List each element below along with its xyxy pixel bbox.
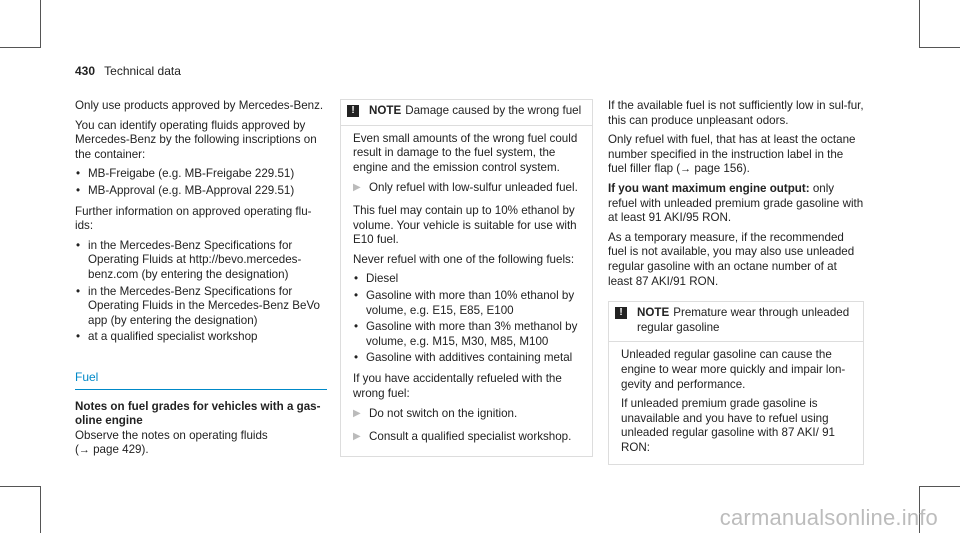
list-item: • in the Mercedes-Benz Specifications for Operating Fluids in the Mercedes-Benz BeVo app (by entering the designation): [75, 285, 327, 329]
crop-mark: [0, 47, 41, 48]
note-header: [341, 100, 592, 126]
page-reference-link[interactable]: page 156).: [694, 162, 750, 176]
paragraph: Even small amounts of the wrong fuel could result in damage to the fuel system, the engine and the emission control system.: [353, 131, 578, 174]
note-title: Premature wear through unleaded regular gasoline: [637, 306, 850, 334]
note-body: [609, 342, 863, 464]
note-box-wrong-fuel: [340, 99, 593, 457]
paragraph: If the available fuel is not sufficiently low in sul-fur, this can produce unpleasant odors.: [608, 99, 864, 127]
note-label: NOTE: [637, 306, 670, 320]
inscription-list: [75, 167, 327, 198]
step: [353, 430, 582, 445]
arrow-icon: →: [680, 163, 692, 176]
list-item: • MB-Approval (e.g. MB-Approval 229.51): [75, 184, 327, 199]
step: [353, 181, 582, 196]
section-title: Technical data: [104, 64, 181, 78]
note-label: NOTE: [369, 104, 402, 117]
watermark: carmanualsonline.info: [719, 505, 938, 531]
note-title: Damage caused by the wrong fuel: [405, 104, 582, 117]
paragraph: Further information on approved operating flu-ids:: [75, 204, 312, 233]
page-reference-link[interactable]: page 429).: [93, 443, 149, 457]
column-left: [75, 99, 327, 463]
octane-text: Only refuel with fuel, that has at least the octane number specified in the instruction label in the fuel filler flap (: [608, 133, 856, 176]
column-right: [608, 99, 864, 473]
crop-mark: [919, 47, 960, 48]
note-box-premature-wear: [608, 301, 864, 465]
page-header: [75, 64, 181, 79]
warning-icon: !: [347, 105, 359, 117]
section-heading-fuel: Fuel: [75, 370, 327, 390]
list-item: • MB-Freigabe (e.g. MB-Freigabe 229.51): [75, 167, 327, 182]
bold-lead: If you want maximum engine output:: [608, 181, 810, 195]
column-middle: [340, 99, 593, 465]
list-item: • Diesel: [353, 272, 582, 287]
crop-mark: [919, 486, 960, 487]
paragraph: This fuel may contain up to 10% ethanol by volume. Your vehicle is suitable for use with E10 fuel.: [353, 203, 577, 247]
subheading: Notes on fuel grades for vehicles with a gas-oline engine: [75, 399, 321, 428]
step-arrow-icon: ▶: [353, 430, 361, 442]
page-number: 430: [75, 64, 96, 78]
never-fuel-list: [353, 272, 582, 366]
step-arrow-icon: ▶: [353, 182, 361, 194]
step-text: Consult a qualified specialist workshop.: [369, 429, 572, 443]
paragraph: As a temporary measure, if the recommended fuel is not available, you may also use unleaded regular gasoline with an octane number of at least 87 AKI/91 RON.: [608, 230, 855, 288]
list-item: • at a qualified specialist workshop: [75, 330, 327, 345]
info-source-list: [75, 239, 327, 345]
step-text: Only refuel with low-sulfur unleaded fuel.: [369, 181, 578, 195]
step: [353, 407, 582, 422]
crop-mark: [40, 0, 41, 48]
list-item: • Gasoline with more than 3% methanol by volume, e.g. M15, M30, M85, M100: [353, 320, 582, 349]
paragraph: [608, 182, 864, 226]
warning-icon: !: [615, 307, 627, 319]
observe-text: Observe the notes on operating fluids: [75, 428, 268, 442]
list-item: • Gasoline with more than 10% ethanol by volume, e.g. E15, E85, E100: [353, 289, 582, 318]
step-arrow-icon: ▶: [353, 408, 361, 420]
list-item: • Gasoline with additives containing metal: [353, 351, 582, 366]
crop-mark: [0, 486, 41, 487]
paragraph: You can identify operating fluids approved by Mercedes-Benz by the following inscriptions on the container:: [75, 118, 317, 161]
step-text: Do not switch on the ignition.: [369, 407, 518, 421]
arrow-icon: →: [78, 444, 90, 457]
paragraph: Unleaded regular gasoline can cause the engine to wear more quickly and impair lon-gevity and performance.: [621, 348, 846, 391]
paragraph: Never refuel with one of the following fuels:: [353, 252, 575, 266]
paragraph: [608, 133, 864, 177]
premium-text: only refuel with unleaded premium grade gasoline with at least 91 AKI/95 RON.: [608, 181, 864, 225]
note-body: [341, 126, 592, 457]
paragraph: Observe the notes on operating fluids (→ page 429).: [75, 428, 268, 457]
note-header: [609, 302, 863, 342]
crop-mark: [919, 0, 920, 48]
paragraph: If you have accidentally refueled with the wrong fuel:: [353, 371, 562, 400]
crop-mark: [40, 486, 41, 533]
paragraph: Only use products approved by Mercedes-Benz.: [75, 99, 324, 112]
paragraph: If unleaded premium grade gasoline is unavailable and you have to refuel using unleaded regular gasoline with 87 AKI/ 91 RON:: [621, 397, 835, 454]
list-item: • in the Mercedes-Benz Specifications for Operating Fluids at http://bevo.mercedes-benz.com (by entering the designation): [75, 239, 327, 283]
